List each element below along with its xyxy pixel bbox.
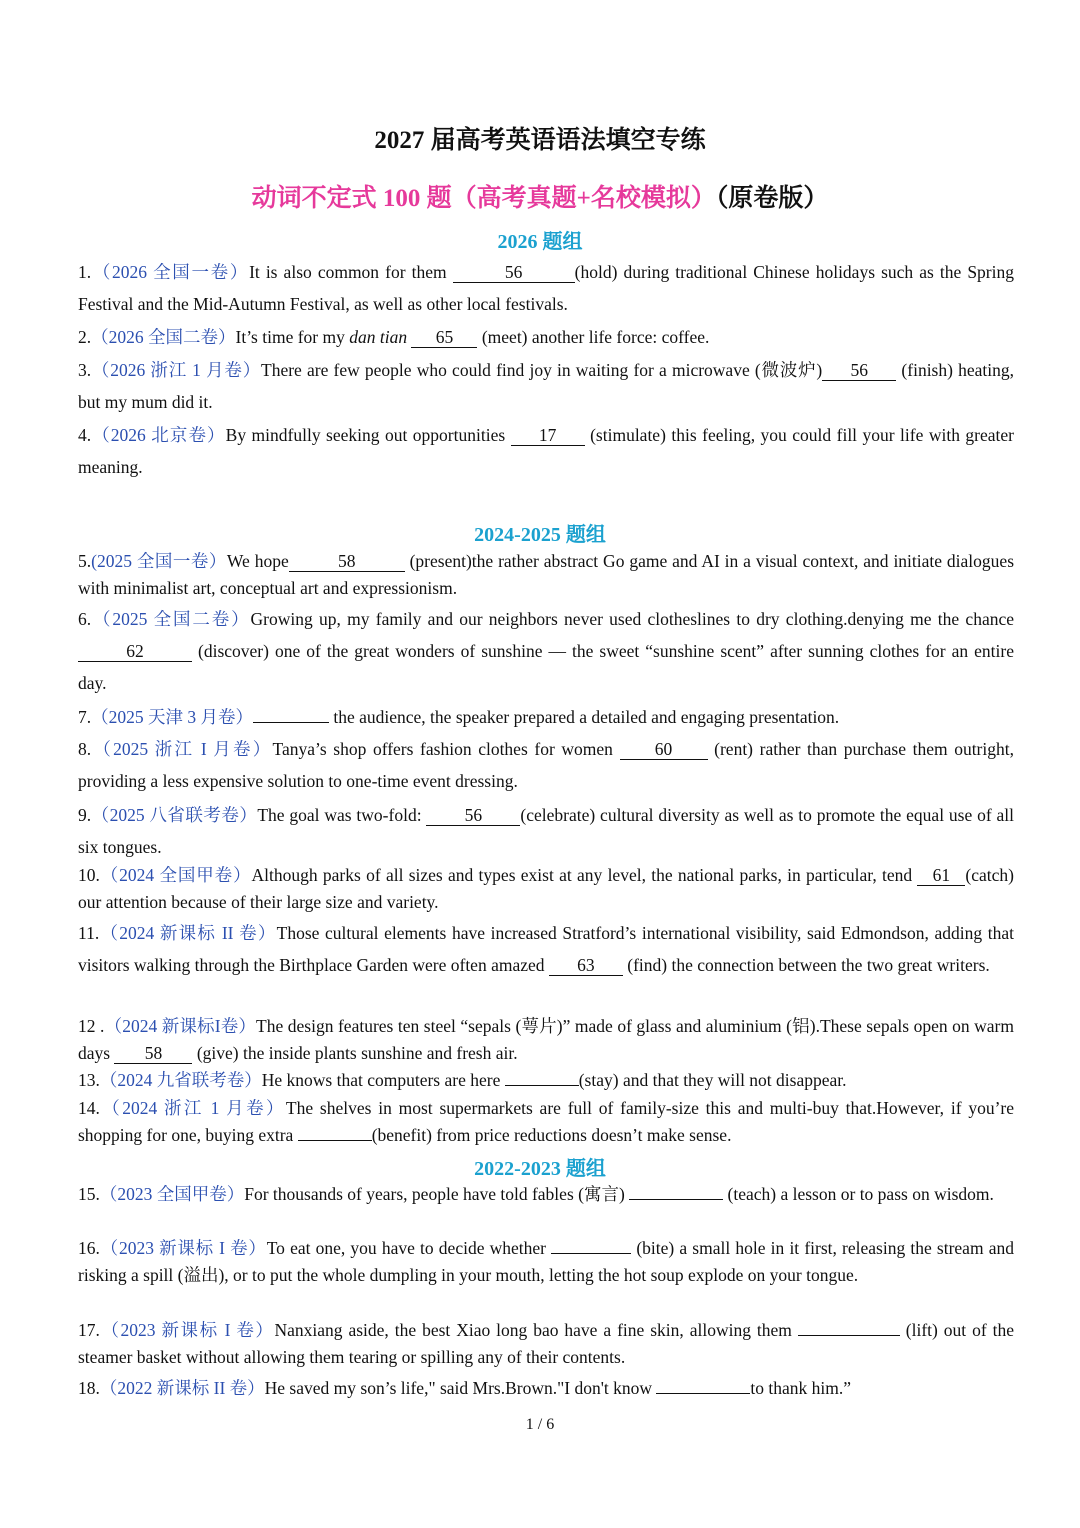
question-text-pre: By mindfully seeking out opportunities <box>225 425 511 445</box>
question-13 <box>78 1067 1014 1094</box>
question-text-post: (rent) rather than purchase them outright, providing a less expensive solution to one-time event dressing. <box>78 739 1014 791</box>
question-text-pre: Growing up, my family and our neighbors never used clotheslines to dry clothing.denying me the chance <box>250 609 1015 629</box>
question-text-post: (stimulate) this feeling, you could fill your life with greater meaning. <box>78 425 1014 477</box>
question-number: 5. <box>78 551 92 571</box>
question-source: （2024 新课标I卷） <box>104 1016 257 1036</box>
question-source: （2025 天津 3 月卷） <box>91 707 253 727</box>
question-source: （2024 新课标 II 卷） <box>99 923 277 943</box>
question-text-post: (bite) a small hole in it first, releasing the stream and risking a spill (溢出), or to put the whole dumpling in your mouth, letting the hot soup explode on your tongue. <box>78 1238 1014 1285</box>
question-text-pre: There are few people who could find joy in waiting for a microwave (微波炉) <box>261 360 823 380</box>
question-6 <box>78 603 1014 699</box>
question-text-post: (meet) another life force: coffee. <box>477 327 710 347</box>
answer-blank: 17 <box>511 425 585 446</box>
answer-blank: 56 <box>453 262 575 283</box>
question-source: （2026 全国二卷） <box>91 327 236 347</box>
group-heading-2026: 2026 题组 <box>497 231 583 253</box>
question-source: （2024 浙江 1 月卷） <box>99 1098 286 1118</box>
question-text-pre: Those cultural elements have increased Stratford’s international visibility, said Edmondson, adding that visitors walking through the Birthplace Garden were often amazed <box>78 923 1015 975</box>
question-number: 2. <box>78 327 92 347</box>
question-7 <box>78 701 1014 733</box>
question-text-post: (hold) during traditional Chinese holidays such as the Spring Festival and the Mid-Autumn Festival, as well as other local festivals. <box>78 262 1014 314</box>
subtitle-tail: （原卷版） <box>715 185 829 212</box>
answer-blank <box>253 722 329 723</box>
question-15 <box>78 1181 1014 1208</box>
question-text-post: (teach) a lesson or to pass on wisdom. <box>723 1184 994 1204</box>
question-text-pre: It is also common for them <box>249 262 453 282</box>
answer-blank: 58 <box>114 1043 192 1064</box>
page-subtitle <box>0 178 1080 214</box>
answer-blank <box>656 1393 750 1394</box>
answer-blank: 61 <box>917 865 965 886</box>
question-number: 6. <box>78 609 92 629</box>
answer-blank: 56 <box>426 805 520 826</box>
question-text-post: (present)the rather abstract Go game and AI in a visual context, and initiate dialogues with minimalist art, conceptual art and expressionism. <box>78 551 1015 598</box>
answer-blank: 65 <box>411 327 477 348</box>
question-text-pre: The design features ten steel “sepals (萼片)” made of glass and aluminium (铝).These sepals open on warm days <box>78 1016 1014 1063</box>
question-text-post: (catch) our attention because of their large size and variety. <box>78 865 1014 912</box>
question-text-pre: Although parks of all sizes and types exist at any level, the national parks, in particular, tend <box>251 865 918 885</box>
question-text-post: (lift) out of the steamer basket without allowing them tearing or spilling any of their contents. <box>78 1320 1015 1367</box>
answer-blank <box>298 1140 372 1141</box>
subtitle-main: 动词不定式 100 题（高考真题+名校模拟） <box>251 185 716 212</box>
question-number: 17. <box>78 1320 100 1340</box>
question-text-post: (celebrate) cultural diversity as well as to promote the equal use of all six tongues. <box>78 805 1015 857</box>
question-source: （2024 九省联考卷） <box>99 1070 262 1090</box>
question-text-post: to thank him.” <box>750 1378 851 1398</box>
answer-blank: 63 <box>549 955 623 976</box>
question-source: （2023 全国甲卷） <box>99 1184 245 1204</box>
question-source: （2025 浙江 I 月卷） <box>91 739 273 759</box>
question-text-pre: Nanxiang aside, the best Xiao long bao have a fine skin, allowing them <box>274 1320 798 1340</box>
answer-blank <box>551 1253 631 1254</box>
question-12 <box>78 1013 1014 1067</box>
question-number: 1. <box>78 262 92 282</box>
question-8 <box>78 733 1014 797</box>
question-number: 8. <box>78 739 92 759</box>
question-source: （2026 北京卷） <box>91 425 226 445</box>
question-18 <box>78 1375 1014 1402</box>
question-text-pre: He saved my son’s life," said Mrs.Brown."I don't know <box>264 1378 657 1398</box>
question-text-pre: The shelves in most supermarkets are full of family-size this and multi-buy that.However, if you’re shopping for one, buying extra <box>78 1098 1015 1145</box>
question-number: 10. <box>78 865 100 885</box>
question-number: 4. <box>78 425 92 445</box>
question-text-pre: The goal was two-fold: <box>257 805 427 825</box>
answer-blank: 62 <box>78 641 192 662</box>
question-text-pre: He knows that computers are here <box>261 1070 505 1090</box>
answer-blank: 60 <box>620 739 708 760</box>
question-number: 9. <box>78 805 92 825</box>
answer-blank: 58 <box>289 551 405 572</box>
question-number: 13. <box>78 1070 100 1090</box>
answer-blank <box>629 1199 723 1200</box>
question-number: 12 . <box>78 1016 105 1036</box>
question-number: 7. <box>78 707 92 727</box>
question-number: 16. <box>78 1238 100 1258</box>
question-text-post: (discover) one of the great wonders of sunshine — the sweet “sunshine scent” after sunning clothes for an entire day. <box>78 641 1014 693</box>
question-11 <box>78 917 1014 981</box>
question-17 <box>78 1317 1014 1371</box>
question-2 <box>78 321 1014 353</box>
question-source: （2023 新课标 I 卷） <box>99 1238 267 1258</box>
question-1 <box>78 256 1014 320</box>
question-number: 15. <box>78 1184 100 1204</box>
question-source: （2022 新课标 II 卷） <box>99 1378 265 1398</box>
page-number: 1 / 6 <box>525 1416 555 1433</box>
question-text-post: (find) the connection between the two great writers. <box>622 955 990 975</box>
question-text-pre: It’s time for my <box>235 327 350 347</box>
answer-blank: 56 <box>822 360 896 381</box>
question-text-post: (finish) heating, but my mum did it. <box>78 360 1014 412</box>
group-heading-2024-2025: 2024-2025 题组 <box>474 524 606 546</box>
question-source: （2024 全国甲卷） <box>99 865 252 885</box>
question-4 <box>78 419 1014 483</box>
question-text-italic: dan tian <box>349 327 408 347</box>
answer-blank <box>505 1085 579 1086</box>
question-5 <box>78 548 1014 602</box>
question-number: 3. <box>78 360 92 380</box>
question-text-pre: To eat one, you have to decide whether <box>266 1238 552 1258</box>
question-text-pre: Tanya’s shop offers fashion clothes for women <box>272 739 620 759</box>
question-text-pre: For thousands of years, people have told fables (寓言) <box>244 1184 630 1204</box>
page-title: 2027 届高考英语语法填空专练 <box>374 127 706 154</box>
question-9 <box>78 799 1014 863</box>
question-text-post: (benefit) from price reductions doesn’t make sense. <box>371 1125 732 1145</box>
question-text-post: (give) the inside plants sunshine and fresh air. <box>192 1043 518 1063</box>
question-text-pre: We hope <box>226 551 289 571</box>
question-source: （2026 全国一卷） <box>91 262 250 282</box>
question-14 <box>78 1095 1014 1149</box>
question-number: 14. <box>78 1098 100 1118</box>
question-3 <box>78 354 1014 418</box>
answer-blank <box>798 1335 900 1336</box>
question-source: （2026 浙江 1 月卷） <box>91 360 261 380</box>
question-source: （2025 全国二卷） <box>91 609 251 629</box>
question-16 <box>78 1235 1014 1289</box>
question-number: 18. <box>78 1378 100 1398</box>
question-text-post: (stay) and that they will not disappear. <box>578 1070 847 1090</box>
question-source: （2025 八省联考卷） <box>91 805 258 825</box>
question-source: （2023 新课标 I 卷） <box>99 1320 275 1340</box>
group-heading-2022-2023: 2022-2023 题组 <box>474 1158 606 1180</box>
question-text-post: the audience, the speaker prepared a detailed and engaging presentation. <box>329 707 840 727</box>
question-source: (2025 全国一卷） <box>91 551 227 571</box>
question-10 <box>78 862 1014 916</box>
question-number: 11. <box>78 923 100 943</box>
